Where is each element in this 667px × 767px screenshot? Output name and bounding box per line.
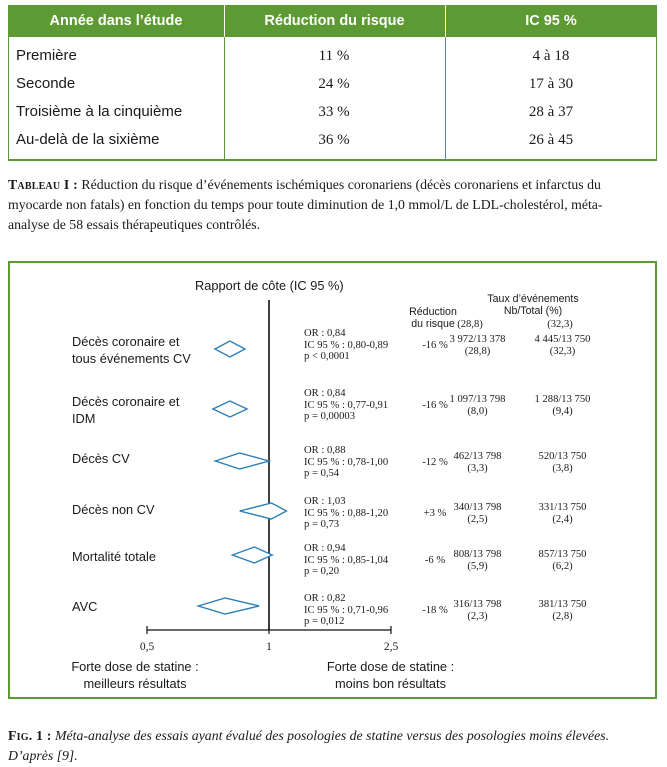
col-header-events-line1: Taux d’événements	[487, 293, 579, 305]
row-label-line2: IDM	[72, 411, 96, 426]
row-label-line1: AVC	[72, 599, 98, 614]
cell-ic: 4 à 18	[532, 48, 570, 64]
header-pct-left: (28,8)	[457, 319, 483, 330]
odds-ratio-diamond	[213, 401, 247, 417]
row-label	[72, 548, 156, 565]
p-value: p < 0,0001	[304, 351, 350, 362]
events-percent: (2,3)	[467, 611, 488, 622]
confidence-interval: IC 95 % : 0,77-0,91	[304, 399, 389, 411]
x-tick-label: 1	[266, 641, 272, 653]
left-note-line2: meilleurs résultats	[83, 676, 187, 691]
table-row	[8, 98, 657, 126]
table-row	[8, 126, 657, 154]
forest-plot-figure	[8, 261, 657, 699]
cell-ic: 17 à 30	[528, 76, 574, 92]
odds-ratio: OR : 0,84	[304, 328, 346, 339]
caption-text: Réduction du risque d’événements ischémiques coronariens (décès coronariens et infarctus du	[81, 177, 601, 192]
row-label	[72, 393, 179, 427]
p-value: p = 0,73	[304, 519, 340, 530]
odds-ratio-diamond	[198, 598, 259, 614]
events-group2	[525, 549, 600, 573]
row-label	[72, 450, 130, 467]
table-caption	[8, 175, 660, 235]
p-value: p = 0,012	[304, 616, 345, 627]
p-value: p = 0,54	[304, 468, 340, 479]
left-note-line1: Forte dose de statine :	[71, 659, 199, 674]
confidence-interval: IC 95 % : 0,71-0,96	[304, 604, 389, 616]
events-count: 808/13 798	[453, 549, 502, 560]
events-percent: (8,0)	[467, 406, 488, 417]
events-group1	[440, 334, 515, 358]
confidence-interval: IC 95 % : 0,80-0,89	[304, 339, 389, 351]
events-group1	[440, 502, 515, 526]
row-stats	[304, 328, 388, 363]
col-header-events-line2: Nb/Total (%)	[503, 305, 563, 317]
col-header-reduction: Réduction du risque	[264, 13, 405, 29]
risk-reduction: -16 %	[422, 340, 448, 351]
header-divider	[445, 5, 446, 37]
row-label-line1: Décès CV	[72, 451, 130, 466]
events-count: 1 097/13 798	[449, 394, 506, 405]
row-label	[72, 501, 155, 518]
odds-ratio: OR : 0,94	[304, 543, 346, 554]
row-stats	[304, 496, 388, 531]
right-note	[323, 658, 458, 692]
col-header-reduction-line2: du risque	[411, 318, 455, 330]
col-header-events	[468, 293, 598, 317]
cell-reduction: 36 %	[318, 132, 350, 148]
odds-ratio-diamond	[215, 453, 269, 469]
row-stats	[304, 388, 388, 423]
odds-ratio-diamond	[240, 503, 287, 519]
cell-annee: Première	[16, 47, 77, 64]
table-row	[8, 42, 657, 70]
row-label-line1: Décès coronaire et	[72, 334, 180, 349]
events-percent: (2,4)	[552, 514, 573, 525]
events-count: 316/13 798	[453, 599, 502, 610]
table-evenements	[8, 5, 657, 161]
cell-reduction: 24 %	[318, 76, 350, 92]
col-header-ic: IC 95 %	[525, 13, 577, 29]
caption-text: myocarde non fatals) en fonction du temps pour toute diminution de 1,0 mmol/L de LDL-cholestérol, méta-	[8, 197, 603, 212]
row-stats	[304, 543, 388, 578]
cell-annee: Au-delà de la sixième	[16, 131, 160, 148]
cell-reduction: 33 %	[318, 104, 350, 120]
events-count: 462/13 798	[453, 451, 502, 462]
x-tick-label: 2,5	[383, 641, 399, 653]
confidence-interval: IC 95 % : 0,88-1,20	[304, 507, 389, 519]
odds-ratio-diamond	[232, 547, 272, 563]
row-stats	[304, 593, 388, 628]
risk-reduction: -16 %	[422, 400, 448, 411]
events-percent: (28,8)	[464, 346, 491, 357]
odds-ratio: OR : 0,82	[304, 593, 346, 604]
events-percent: (9,4)	[552, 406, 573, 417]
confidence-interval: IC 95 % : 0,78-1,00	[304, 456, 389, 468]
cell-ic: 28 à 37	[528, 104, 574, 120]
risk-reduction: +3 %	[423, 508, 447, 519]
table-row	[8, 70, 657, 98]
odds-ratio: OR : 0,88	[304, 445, 346, 456]
risk-reduction: -12 %	[422, 457, 448, 468]
events-group2	[525, 334, 600, 358]
events-count: 4 445/13 750	[534, 334, 591, 345]
row-label	[72, 598, 97, 615]
events-group1	[440, 599, 515, 623]
chart-title: Rapport de côte (IC 95 %)	[195, 278, 344, 293]
events-count: 520/13 750	[538, 451, 587, 462]
row-label	[72, 333, 191, 367]
row-stats	[304, 445, 388, 480]
caption-text: Méta-analyse des essais ayant évalué des posologies de statine versus des posologies moins élevées.	[55, 728, 610, 743]
events-count: 331/13 750	[538, 502, 587, 513]
events-group1	[440, 394, 515, 418]
caption-tag: Tableau I :	[8, 177, 78, 192]
right-note-line2: moins bon résultats	[335, 676, 446, 691]
col-header-annee: Année dans l’étude	[49, 13, 183, 29]
table-header	[8, 5, 657, 37]
events-group2	[525, 394, 600, 418]
p-value: p = 0,00003	[304, 411, 355, 422]
p-value: p = 0,20	[304, 566, 340, 577]
row-label-line2: tous événements CV	[72, 351, 191, 366]
caption-tag: Fig. 1 :	[8, 728, 52, 743]
row-label-line1: Mortalité totale	[72, 549, 156, 564]
risk-reduction: -6 %	[424, 555, 446, 566]
events-percent: (2,8)	[552, 611, 573, 622]
events-group1	[440, 549, 515, 573]
events-count: 381/13 750	[538, 599, 587, 610]
row-label-line1: Décès non CV	[72, 502, 155, 517]
row-label-line1: Décès coronaire et	[72, 394, 180, 409]
events-percent: (32,3)	[549, 346, 576, 357]
events-group2	[525, 599, 600, 623]
events-count: 340/13 798	[453, 502, 502, 513]
events-count: 857/13 750	[538, 549, 587, 560]
risk-reduction: -18 %	[422, 605, 448, 616]
figure-caption	[8, 726, 660, 766]
right-note-line1: Forte dose de statine :	[326, 659, 455, 674]
events-count: 3 972/13 378	[449, 334, 506, 345]
cell-ic: 26 à 45	[528, 132, 574, 148]
events-group2	[525, 502, 600, 526]
odds-ratio: OR : 0,84	[304, 388, 346, 399]
odds-ratio-diamond	[215, 341, 245, 357]
x-tick-label: 0,5	[139, 641, 155, 653]
events-group1	[440, 451, 515, 475]
header-pct-right: (32,3)	[547, 319, 573, 330]
events-percent: (6,2)	[552, 561, 573, 572]
header-divider	[224, 5, 225, 37]
events-percent: (3,8)	[552, 463, 573, 474]
col-header-reduction-line1: Réduction	[409, 306, 457, 318]
events-percent: (5,9)	[467, 561, 488, 572]
events-count: 1 288/13 750	[534, 394, 591, 405]
cell-annee: Seconde	[16, 75, 76, 92]
caption-text: analyse de 58 essais thérapeutiques contrôlés.	[8, 217, 261, 232]
odds-ratio: OR : 1,03	[304, 496, 346, 507]
caption-text: D’après [9].	[8, 748, 78, 763]
events-percent: (2,5)	[467, 514, 488, 525]
events-percent: (3,3)	[467, 463, 488, 474]
cell-annee: Troisième à la cinquième	[16, 103, 183, 120]
events-group2	[525, 451, 600, 475]
left-note	[70, 658, 200, 692]
cell-reduction: 11 %	[318, 48, 350, 64]
confidence-interval: IC 95 % : 0,85-1,04	[304, 554, 389, 566]
